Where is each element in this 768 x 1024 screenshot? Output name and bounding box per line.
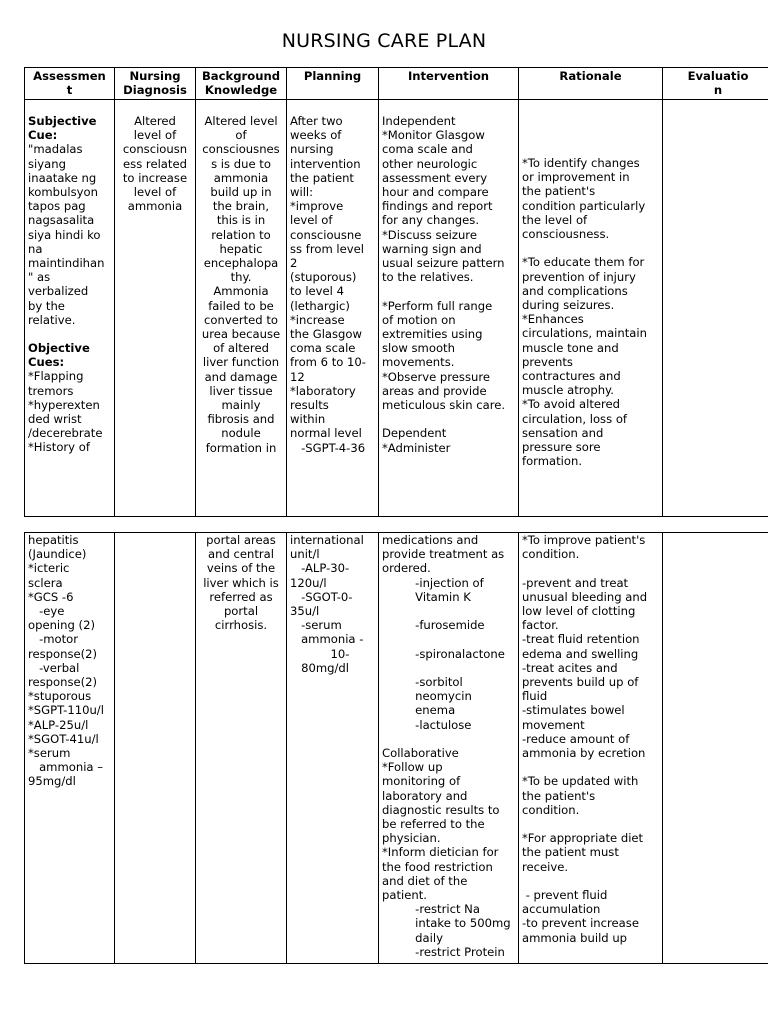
rationale-cell: *To improve patient's condition. -prevent and treat unusual bleeding and low level of clotting factor. -treat fluid retention edema and swelling -treat acites and prevents build up of fluid -stimulates bowel movement -reduce amount of ammonia by ecretion *To be updated with the patient's condition. *For appropriate diet the patient must receive. - prevent fluid accumulation -to prevent increase ammonia build up [519,533,663,964]
objective-cues-heading: Objective Cues: [28,341,90,370]
table-header-row [25,68,768,100]
header-intervention: Intervention [379,68,519,100]
background-knowledge-cell: Altered level of consciousnes s is due to ammonia build up in the brain, this is in relation to hepatic encephalopa thy. Ammonia failed to be converted to urea because of altered liver function and damage liver tissue mainly fibrosis and nodule formation in [196,100,287,517]
subjective-cue-heading: Subjective Cue: [28,114,97,143]
objective-cues-text: *Flapping tremors *hyperexten ded wrist /decerebrate *History of [28,369,103,455]
header-rationale: Rationale [519,68,663,100]
intervention-cell: Independent *Monitor Glasgow coma scale and other neurologic assessment every hour and compare findings and report for any changes. *Discuss seizure warning sign and usual seizure pattern to the relatives. *Perform full range of motion on extremities using slow smooth movements. *Observe pressure areas and provide meticulous skin care. Dependent *Administer [379,100,519,517]
header-background-knowledge: Background Knowledge [196,68,287,100]
header-evaluation: Evaluatio n [663,68,768,100]
nursing-diagnosis-cell [115,533,196,964]
rationale-cell: *To identify changes or improvement in the patient's condition particularly the level of consciousness. *To educate them for prevention of injury and complications during seizures. *Enhances circulations, maintain muscle tone and prevents contractures and muscle atrophy. *To avoid altered circulation, loss of sensation and pressure sore formation. [519,100,663,517]
care-plan-table-page-2 [24,532,768,964]
care-plan-table-page-1 [24,67,768,517]
evaluation-cell [663,533,768,964]
planning-cell: international unit/l -ALP-30- 120u/l -SGOT-0- 35u/l -serum ammonia - 10- 80mg/dl [287,533,379,964]
page-title: NURSING CARE PLAN [281,30,487,52]
assessment-cell [25,100,115,517]
header-assessment: Assessmen t [25,68,115,100]
intervention-cell: medications and provide treatment as ordered. -injection of Vitamin K -furosemide -spironalactone -sorbitol neomycin enema -lactulose Collaborative *Follow up monitoring of laboratory and diagnostic results to be referred to the physician. *Inform dietician for the food restriction and diet of the patient. -restrict Na intake to 500mg daily -restrict Protein [379,533,519,964]
nursing-diagnosis-cell: Altered level of consciousn ess related to increase level of ammonia [115,100,196,517]
subjective-cue-text: "madalas siyang inaatake ng kombulsyon tapos pag nagsasalita siya hindi ko na maintindihan " as verbalized by the relative. [28,142,105,327]
table-row [25,533,768,964]
planning-cell: After two weeks of nursing intervention the patient will: *improve level of consciousne ss from level 2 (stuporous) to level 4 (lethargic) *increase the Glasgow coma scale from 6 to 10- 12 *laboratory results within normal level -SGPT-4-36 [287,100,379,517]
header-nursing-diagnosis: Nursing Diagnosis [115,68,196,100]
header-planning: Planning [287,68,379,100]
table-row [25,100,768,517]
assessment-cell: hepatitis (Jaundice) *icteric sclera *GCS -6 -eye opening (2) -motor response(2) -verbal response(2) *stuporous *SGPT-110u/l *ALP-25u/l *SGOT-41u/l *serum ammonia – 95mg/dl [25,533,115,964]
background-knowledge-cell: portal areas and central veins of the liver which is referred as portal cirrhosis. [196,533,287,964]
evaluation-cell [663,100,768,517]
